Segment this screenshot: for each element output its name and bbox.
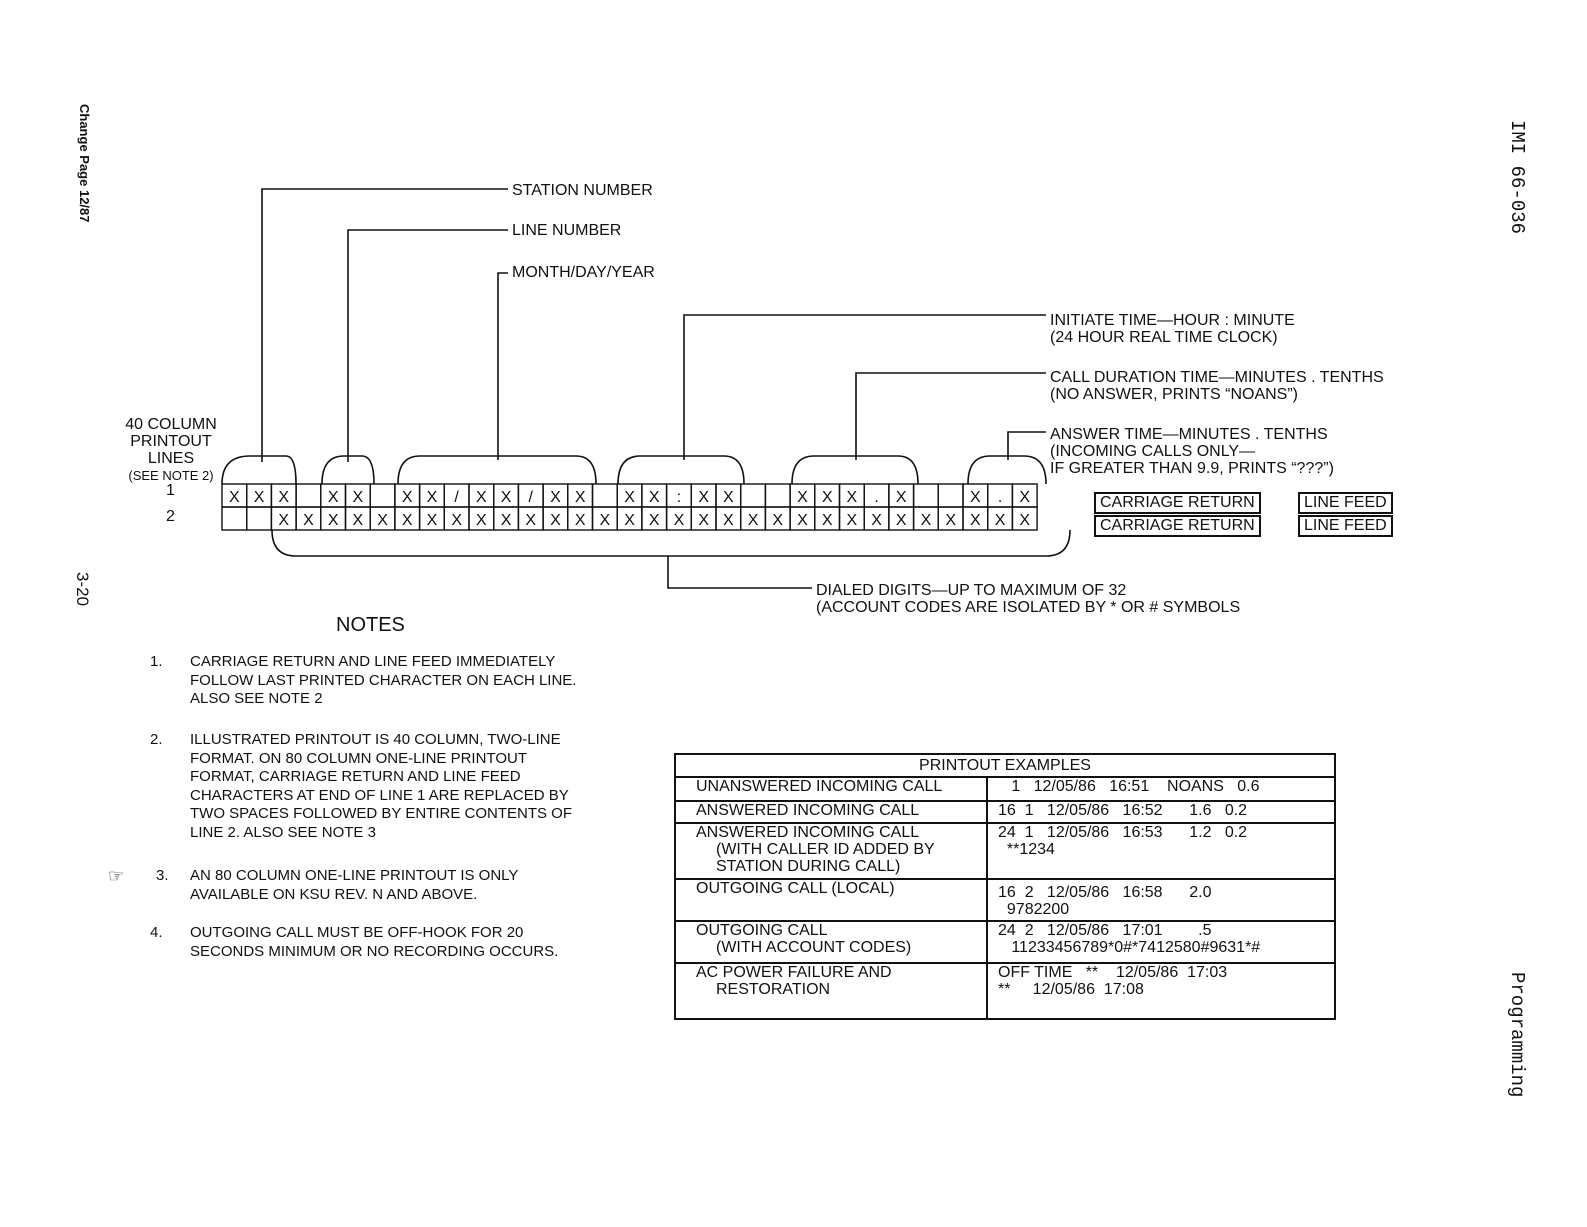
grid-cell-char: X <box>945 512 956 529</box>
grid-cell-char: X <box>698 489 709 506</box>
grid-cell-char: X <box>303 512 314 529</box>
carriage-return-box-1: CARRIAGE RETURN <box>1094 492 1261 514</box>
table-row: OUTGOING CALL (WITH ACCOUNT CODES) 24 2 12/05/86 17:01 .5 11233456789*0#*7412580#9631*# <box>675 921 1335 963</box>
grid-cell-char: X <box>278 512 290 529</box>
grid-cell-char: X <box>797 489 808 506</box>
notes-title: NOTES <box>336 614 405 636</box>
grid-cell-char: / <box>528 489 533 506</box>
grid-cell-char: X <box>352 489 364 506</box>
grid-cell-char: X <box>352 512 364 529</box>
printout-line-1 <box>222 484 1037 507</box>
grid-cell-char: . <box>997 489 1003 506</box>
grid-cell-char: X <box>920 512 932 529</box>
grid-cell-char: X <box>723 512 734 529</box>
printout-line-2 <box>222 507 1037 530</box>
grid-cell-char: X <box>648 512 660 529</box>
grid-cell-char: X <box>476 512 487 529</box>
grid-cell <box>593 484 618 507</box>
grid-cell-char: X <box>747 512 759 529</box>
pointing-hand-icon: ☞ <box>108 866 125 886</box>
grid-cell <box>765 484 790 507</box>
document-id: IMI 66-036 <box>1506 120 1528 235</box>
line-feed-box-2: LINE FEED <box>1298 515 1393 537</box>
grid-cell-char: X <box>772 512 784 529</box>
printout-lines-label: 40 COLUMN PRINTOUT LINES (SEE NOTE 2) <box>125 416 217 483</box>
grid-cell-char: X <box>229 489 240 506</box>
grid-cell-char: X <box>550 489 561 506</box>
initiate-time-label: INITIATE TIME—HOUR : MINUTE (24 HOUR REAL TIME CLOCK) <box>1050 312 1295 346</box>
month-day-year-label: MONTH/DAY/YEAR <box>512 264 655 281</box>
grid-cell-char: X <box>1019 512 1031 529</box>
grid-cell-char: X <box>426 489 438 506</box>
grid-cell-char: : <box>676 489 682 506</box>
grid-cell-char: X <box>1019 489 1031 506</box>
grid-cell-char: X <box>451 512 462 529</box>
grid-cell <box>247 507 272 530</box>
grid-cell-char: X <box>401 489 413 506</box>
section-name: Programming <box>1506 972 1528 1098</box>
grid-cell-char: / <box>454 489 459 506</box>
grid-cell <box>222 507 247 530</box>
grid-cell <box>741 484 766 507</box>
grid-cell-char: X <box>821 512 833 529</box>
grid-cell-char: X <box>550 512 561 529</box>
grid-cell-char: X <box>648 489 660 506</box>
carriage-return-box-2: CARRIAGE RETURN <box>1094 515 1261 537</box>
table-row: ANSWERED INCOMING CALL 16 1 12/05/86 16:52 1.6 0.2 <box>675 801 1335 823</box>
answer-time-label: ANSWER TIME—MINUTES . TENTHS (INCOMING CALLS ONLY— IF GREATER THAN 9.9, PRINTS “???”) <box>1050 426 1334 477</box>
grid-cell-char: . <box>874 489 879 506</box>
grid-cell-char: X <box>723 489 734 506</box>
grid-cell-char: X <box>970 512 981 529</box>
grid-cell-char: X <box>797 512 808 529</box>
grid-cell-char: X <box>574 489 586 506</box>
line-number-label: LINE NUMBER <box>512 222 622 239</box>
grid-cell-char: X <box>426 512 438 529</box>
grid-cell-char: X <box>624 512 635 529</box>
examples-title: PRINTOUT EXAMPLES <box>675 754 1335 777</box>
page-number: 3-20 <box>73 572 92 607</box>
grid-cell-char: X <box>895 489 907 506</box>
grid-cell-char: X <box>500 512 512 529</box>
grid-cell-char: X <box>895 512 907 529</box>
grid-cell-char: X <box>821 489 833 506</box>
line-feed-box-1: LINE FEED <box>1298 492 1393 514</box>
grid-cell-char: X <box>624 489 635 506</box>
grid-cell-char: X <box>970 489 981 506</box>
grid-cell-char: X <box>574 512 586 529</box>
grid-cell <box>938 484 963 507</box>
table-row: UNANSWERED INCOMING CALL 1 12/05/86 16:51 NOANS 0.6 <box>675 777 1335 801</box>
grid-cell-char: X <box>871 512 882 529</box>
dialed-digits-label: DIALED DIGITS—UP TO MAXIMUM OF 32 (ACCOUNT CODES ARE ISOLATED BY * OR # SYMBOLS <box>816 582 1241 616</box>
grid-cell-char: X <box>846 489 858 506</box>
grid-cell-char: X <box>500 489 512 506</box>
grid-cell-char: X <box>327 489 339 506</box>
call-duration-label: CALL DURATION TIME—MINUTES . TENTHS (NO ANSWER, PRINTS “NOANS”) <box>1050 369 1384 403</box>
grid-cell-char: X <box>377 512 388 529</box>
grid-cell-char: X <box>476 489 487 506</box>
grid-cell-char: X <box>278 489 290 506</box>
grid-cell-char: X <box>599 512 611 529</box>
grid-cell-char: X <box>673 512 685 529</box>
grid-cell-char: X <box>401 512 413 529</box>
grid-cell-char: X <box>525 512 537 529</box>
grid-cell <box>296 484 321 507</box>
grid-cell <box>370 484 395 507</box>
table-row: ANSWERED INCOMING CALL (WITH CALLER ID ADDED BY STATION DURING CALL) 24 1 12/05/86 16:53 1.2 0.2 **1234 <box>675 823 1335 879</box>
line-number-2: 2 <box>166 508 175 525</box>
grid-cell-char: X <box>253 489 265 506</box>
grid-cell-char: X <box>846 512 858 529</box>
table-row: OUTGOING CALL (LOCAL) 16 2 12/05/86 16:58 2.0 9782200 <box>675 879 1335 921</box>
printout-examples-table <box>674 753 1336 1020</box>
grid-cell-char: X <box>327 512 339 529</box>
line-number-1: 1 <box>166 482 175 499</box>
grid-cell <box>914 484 939 507</box>
grid-cell-char: X <box>698 512 709 529</box>
grid-cell-char: X <box>994 512 1006 529</box>
change-page-label: Change Page 12/87 <box>77 104 92 223</box>
table-row: AC POWER FAILURE AND RESTORATION OFF TIME ** 12/05/86 17:03 ** 12/05/86 17:08 <box>675 963 1335 1019</box>
station-number-label: STATION NUMBER <box>512 182 653 199</box>
